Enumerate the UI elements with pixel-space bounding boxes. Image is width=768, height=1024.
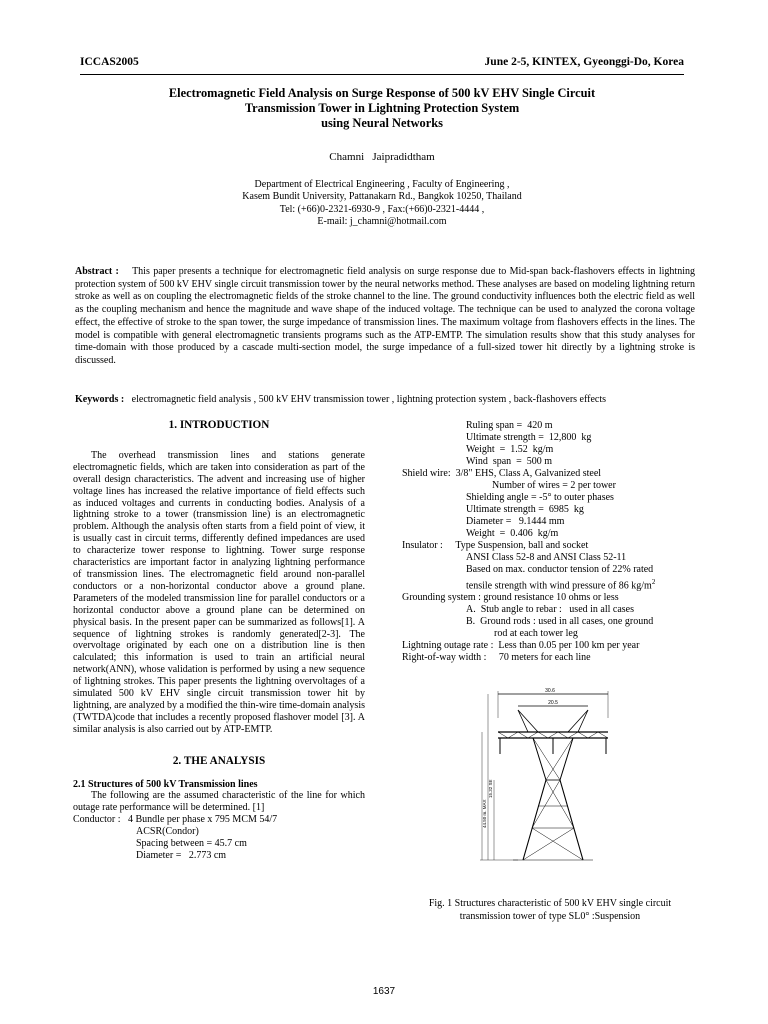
spec-lightning-outage-rate: Lightning outage rate : Less than 0.05 per 100 km per year [402,640,640,652]
dim-label-top: 30.6 [545,688,555,694]
conference-name: ICCAS2005 [80,56,139,68]
analysis-text: The following are the assumed characteristic of the line for which outage rate performance will be determined. [1] [73,790,365,814]
paper-title [80,86,684,131]
conductor-line-1: 4 Bundle per phase x 795 MCM 54/7 [128,814,278,826]
spec-ultimate-strength-2: Ultimate strength = 6985 kg [466,504,584,515]
dim-label-second: 20.5 [548,700,558,706]
keywords [75,394,695,405]
conductor-line-3: Spacing between = 45.7 cm [136,838,247,850]
spec-diameter-2: Diameter = 9.1444 mm [466,516,565,527]
page-number: 1637 [372,986,396,997]
insulator-label: Insulator : [402,540,443,551]
spec-ruling-span: Ruling span = 420 m [466,420,553,431]
right-column-specs [402,420,702,664]
spec-ultimate-strength-1: Ultimate strength = 12,800 kg [466,432,592,443]
abstract [75,266,695,368]
affiliation-line-3: Tel: (+66)0-2321-6930-9 , Fax:(+66)0-2321-4444 , [279,203,485,215]
conductor-label: Conductor : [73,814,121,826]
spec-ansi-class: ANSI Class 52-8 and ANSI Class 52-11 [466,552,627,563]
affiliation-email: E-mail: j_chamni@hotmail.com [317,215,447,227]
conductor-spec [73,814,365,862]
tower-figure [478,688,628,870]
conductor-line-4: Diameter = 2.773 cm [136,850,227,861]
keywords-text: electromagnetic field analysis , 500 kV EHV transmission tower , lightning protection system , back-flashovers effects [131,394,607,405]
title-line-2: Transmission Tower in Lightning Protection System [244,101,520,115]
affiliation-line-2: Kasem Bundit University, Pattanakarn Rd., Bangkok 10250, Thailand [242,191,522,203]
figure-caption [400,898,700,923]
title-line-3: using Neural Networks [321,116,443,130]
running-header [80,56,684,75]
introduction-text: The overhead transmission lines and stations generate electromagnetic fields, which are taken into consideration as part of the overall design characteristics. The advent and increasing use of higher voltage lines has increased the relative importance of field effects such as induced voltages and currents in conducting bodies. Analysis of a lightning stroke to a tower (transmission line) is an electromagnetic problem. Although the analysis often starts from a field point of view, it is usually cast in circuit terms, differently defined impedances are used to characterize tower response to lightning. Tower surge response characteristics are important factor in analyzing lightning performance of transmission lines. The electromagnetic field around non-parallel conductors or a non-horizontal conductor above a ground plane. Parameters of the modeled transmission line for parallel conductors or a horizontal conductor above a ground plane can be determined on physical basis. In the present paper can be summarized as follows[1]. A sequence of lightning strokes is randomly generated[2-3]. The overvoltage originated by each one on a distribution line is then calculated; this information is used to train an artificial neural network(ANN), whose validation is performed by using a new sequence of lightning strokes. This paper presents the lightning overvoltages of a simulated 500 kV EHV single circuit transmission tower hit by lightning, are analyzed by a modified the thin-wire time-domain analysis (TWTDA)code that includes a recently proposed flashover model [3]. A similar analysis is also carried out by ATP-EMTP. [73,449,365,735]
spec-grounding-b-2: rod at each tower leg [494,628,578,640]
abstract-text: This paper presents a technique for electromagnetic field analysis on surge response due to Mid-span back-flashovers effects in lightning protection system of 500 kV EHV single circuit transmission tower by the neural networks method. These analyses are based on modeling lightning return stroke as well as on coupling the electromagnetic fields of the stroke channel to the line. The ground conductivity influences both the electric field as well as the coupling mechanism and hence the magnitude and wave shape of the induced voltage. The technique can be used to analyzed the corona voltage effect, the effective of stroke to the span tower, the surge impedance of transmission lines. The maximum voltage from flashovers effects in the lines. The model is compatible with general electromagnetic transients programs such as the ATP-EMTP. The simulation results show that this study analyses for time-domain with those produced by a cascade multi-section model, the surge impedance of a full-sized tower hit directly by a lightning stroke is discussed. [75,266,695,366]
caption-line-1: Fig. 1 Structures characteristic of 500 kV EHV single circuit [428,898,672,909]
spec-wind-span: Wind span = 500 m [466,456,553,467]
based-line-2-superscript: 2 [651,578,656,586]
spec-shielding-angle: Shielding angle = -5° to outer phases [466,492,614,503]
grounding-label: Grounding system : [402,592,481,604]
affiliation-line-1: Department of Electrical Engineering , Faculty of Engineering , [254,179,510,190]
shield-wire-text: 3/8" EHS, Class A, Galvanized steel [455,468,602,479]
spec-shield-wire [402,468,702,480]
subsection-heading-structures: 2.1 Structures of 500 kV Transmission lines [73,778,258,790]
grounding-text: ground resistance 10 ohms or less [483,592,619,604]
section-heading-introduction: 1. INTRODUCTION [168,419,270,431]
insulator-text: Type Suspension, ball and socket [455,540,589,551]
keywords-label: Keywords : [75,394,125,405]
spec-right-of-way: Right-of-way width : 70 meters for each line [402,652,591,664]
spec-based-line-1: Based on max. conductor tension of 22% rated [466,564,654,575]
dim-label-height-total: 44.50 m. MAX [482,799,487,828]
section-heading-analysis: 2. THE ANALYSIS [172,754,266,767]
abstract-label: Abstract : [75,266,119,277]
conference-date-venue: June 2-5, KINTEX, Gyeonggi-Do, Korea [484,56,684,68]
spec-insulator [402,540,702,552]
conductor-line-2: ACSR(Condor) [136,826,199,838]
based-line-2-text: tensile strength with wind pressure of 86 kg/m [466,580,652,592]
spec-number-of-wires: Number of wires = 2 per tower [492,480,616,491]
spec-grounding-system [402,592,702,604]
title-line-1: Electromagnetic Field Analysis on Surge Response of 500 kV EHV Single Circuit [168,86,596,100]
spec-weight-1: Weight = 1.52 kg/m [466,444,554,455]
author-name: Chamni Jaipradidtham [329,151,435,163]
spec-weight-2: Weight = 0.406 kg/m [466,528,559,539]
shield-wire-label: Shield wire: [402,468,451,479]
affiliation [80,179,684,228]
dim-label-height-mid: 15.32 SE [488,779,493,798]
left-column [73,420,365,862]
spec-grounding-a: A. Stub angle to rebar : used in all cases [466,604,635,616]
spec-based-line-2 [402,576,702,592]
spec-grounding-b: B. Ground rods : used in all cases, one ground [466,616,654,628]
caption-line-2: transmission tower of type SL0° :Suspension [459,910,641,922]
